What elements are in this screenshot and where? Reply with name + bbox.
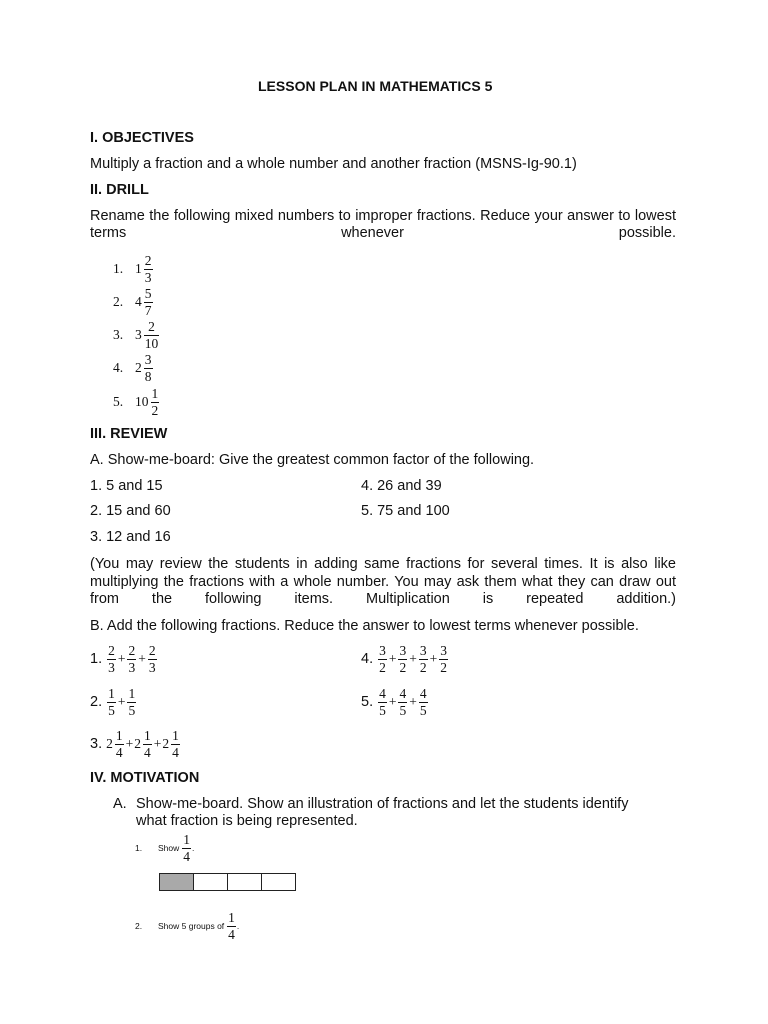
denominator: 2 (440, 659, 447, 675)
addition-item (361, 644, 449, 674)
document-title: LESSON PLAN IN MATHEMATICS 5 (258, 78, 493, 94)
fraction-term (418, 644, 429, 674)
objectives-text: Multiply a fraction and a whole number and another fraction (MSNS-Ig-90.1) (90, 156, 577, 172)
review-b-text: B. Add the following fractions. Reduce the answer to lowest terms whenever possible. (90, 618, 639, 634)
motivation-a-label: A. (113, 796, 127, 812)
objectives-heading: I. OBJECTIVES (90, 130, 194, 146)
motivation-item (135, 833, 194, 863)
denominator: 3 (144, 269, 152, 285)
fraction (398, 687, 407, 717)
motivation-item (135, 911, 239, 941)
gcf-item-2: 2. 15 and 60 (90, 503, 171, 519)
numerator: 1 (151, 386, 159, 401)
denominator: 3 (108, 659, 115, 675)
fraction-sum (377, 644, 449, 674)
review-heading: III. REVIEW (90, 426, 168, 442)
fraction (378, 644, 387, 674)
fraction-sum (106, 729, 181, 759)
whole-number: 2 (135, 360, 142, 375)
addition-item (90, 644, 158, 674)
fraction (107, 644, 116, 674)
drill-item (113, 387, 160, 417)
mixed-number (162, 729, 181, 759)
fraction-sum (106, 644, 158, 674)
plus-sign: + (117, 694, 126, 709)
motivation-a-text: Show-me-board. Show an illustration of fractions and let the students identify what fraction is being represented. (136, 796, 629, 829)
fraction (148, 644, 157, 674)
fraction (144, 320, 160, 350)
numerator: 4 (379, 686, 386, 701)
denominator: 5 (128, 702, 136, 718)
denominator: 3 (128, 659, 136, 675)
unshaded-part (227, 873, 262, 891)
denominator: 2 (399, 659, 407, 675)
drill-item-number: 4. (113, 360, 124, 375)
whole-number: 10 (135, 394, 149, 409)
drill-instructions: Rename the following mixed numbers to improper fractions. Reduce your answer to lowest terms whenever possible. (90, 208, 676, 241)
mixed-number (135, 254, 154, 284)
whole-number: 3 (135, 327, 142, 342)
denominator: 2 (419, 659, 427, 675)
plus-sign: + (388, 694, 397, 709)
numerator: 5 (144, 286, 152, 301)
motivation-heading: IV. MOTIVATION (90, 770, 200, 786)
addition-item-number: 4. (361, 651, 374, 667)
shaded-part (159, 873, 194, 891)
numerator: 1 (108, 686, 115, 701)
denominator: 4 (115, 744, 123, 760)
fraction-term (126, 644, 137, 674)
drill-heading: II. DRILL (90, 182, 149, 198)
mixed-number (106, 729, 125, 759)
numerator: 2 (144, 320, 160, 336)
review-note: (You may review the students in adding same fractions for several times. It is also like multiplying the fractions with a whole number. You may ask them what they can draw out from the following items. Multiplication is repeated addition.) (90, 556, 676, 607)
drill-item-number: 2. (113, 294, 124, 309)
mixed-number (134, 729, 153, 759)
drill-item (113, 287, 154, 317)
numerator: 4 (419, 686, 427, 701)
mixed-number (135, 287, 154, 317)
denominator: 4 (172, 744, 179, 760)
addition-item (361, 687, 429, 717)
unshaded-part (193, 873, 228, 891)
drill-item-number: 1. (113, 261, 124, 276)
gcf-item-4: 4. 26 and 39 (361, 478, 442, 494)
fraction (127, 644, 136, 674)
numerator: 1 (143, 728, 151, 743)
fraction-term (147, 644, 158, 674)
plus-sign: + (153, 736, 162, 751)
denominator: 5 (399, 702, 407, 718)
plus-sign: + (117, 651, 126, 666)
denominator: 3 (148, 659, 156, 675)
review-a-text: A. Show-me-board: Give the greatest common factor of the following. (90, 452, 535, 468)
numerator: 1 (172, 728, 179, 743)
fraction (171, 729, 180, 759)
numerator: 2 (144, 253, 152, 268)
fraction-term (377, 687, 388, 717)
fraction-term (106, 644, 117, 674)
plus-sign: + (409, 651, 417, 666)
numerator: 1 (228, 910, 235, 925)
addition-item (90, 687, 137, 717)
drill-item-number: 3. (113, 327, 124, 342)
numerator: 3 (144, 352, 152, 367)
addition-item-number: 3. (90, 736, 103, 752)
mixed-number (135, 387, 160, 417)
denominator: 4 (183, 848, 191, 864)
gcf-item-5: 5. 75 and 100 (361, 503, 450, 519)
mixed-number (135, 320, 160, 350)
fraction-sum (106, 687, 137, 717)
whole-number: 1 (135, 261, 142, 276)
gcf-item-1: 1. 5 and 15 (90, 478, 163, 494)
motivation-item-period: . (192, 843, 195, 853)
fraction-term (377, 644, 388, 674)
denominator: 8 (144, 368, 152, 384)
unshaded-part (261, 873, 296, 891)
mixed-number (135, 353, 154, 383)
fraction-sum (377, 687, 429, 717)
whole-number: 2 (106, 736, 113, 751)
fraction (439, 644, 448, 674)
addition-item-number: 1. (90, 651, 103, 667)
denominator: 5 (108, 702, 115, 718)
denominator: 5 (379, 702, 386, 718)
addition-item-number: 5. (361, 694, 374, 710)
plus-sign: + (388, 651, 397, 666)
fraction-term (397, 644, 408, 674)
fraction (144, 254, 153, 284)
numerator: 2 (148, 643, 156, 658)
numerator: 3 (379, 643, 386, 658)
whole-number: 2 (162, 736, 170, 751)
fraction-term (397, 687, 408, 717)
numerator: 4 (399, 686, 407, 701)
motivation-item-text: Show 5 groups of (158, 921, 225, 931)
numerator: 2 (108, 643, 115, 658)
fraction (419, 644, 428, 674)
fraction (144, 353, 153, 383)
denominator: 2 (151, 402, 159, 418)
plus-sign: + (429, 651, 438, 666)
motivation-item-number: 2. (135, 921, 143, 931)
motivation-item-text: Show (158, 843, 180, 853)
denominator: 10 (144, 335, 159, 351)
whole-number: 4 (135, 294, 142, 309)
fraction (419, 687, 428, 717)
fraction (182, 833, 191, 863)
numerator: 3 (440, 643, 447, 658)
denominator: 4 (228, 926, 235, 942)
motivation-item-number: 1. (135, 843, 143, 853)
denominator: 5 (419, 702, 427, 718)
whole-number: 2 (134, 736, 141, 751)
fraction-term (438, 644, 449, 674)
addition-item-number: 2. (90, 694, 103, 710)
fraction-term (106, 687, 117, 717)
fraction (115, 729, 124, 759)
drill-item (113, 320, 160, 350)
plus-sign: + (125, 736, 134, 751)
motivation-item-period: . (236, 921, 240, 931)
fraction-bar (159, 873, 296, 891)
drill-item (113, 353, 154, 383)
denominator: 7 (144, 302, 152, 318)
fraction (107, 687, 116, 717)
fraction (143, 729, 152, 759)
fraction (378, 687, 387, 717)
numerator: 1 (128, 686, 136, 701)
denominator: 2 (379, 659, 386, 675)
numerator: 2 (128, 643, 136, 658)
numerator: 1 (183, 832, 191, 847)
denominator: 4 (143, 744, 151, 760)
fraction-term (418, 687, 429, 717)
gcf-item-3: 3. 12 and 16 (90, 529, 171, 545)
numerator: 3 (399, 643, 407, 658)
fraction (398, 644, 407, 674)
addition-item (90, 729, 181, 759)
fraction (151, 387, 160, 417)
drill-item-number: 5. (113, 394, 124, 409)
drill-item (113, 254, 154, 284)
plus-sign: + (138, 651, 146, 666)
plus-sign: + (409, 694, 417, 709)
fraction-term (126, 687, 137, 717)
numerator: 3 (419, 643, 427, 658)
fraction (227, 911, 236, 941)
numerator: 1 (115, 728, 123, 743)
fraction (127, 687, 136, 717)
fraction (144, 287, 153, 317)
